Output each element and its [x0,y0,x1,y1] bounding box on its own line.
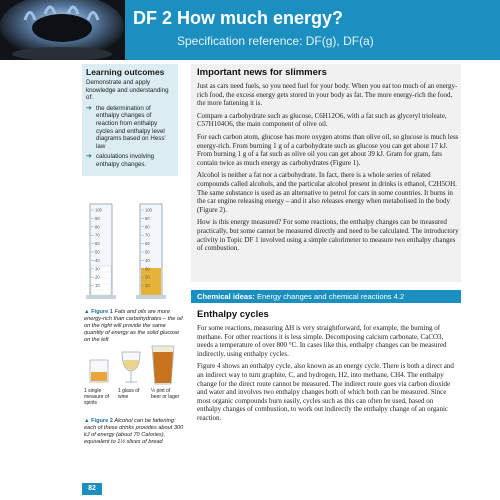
slimmers-paragraph: Compare a carbohydrate such as glucose, C6H12O6, with a fat such as glyceryl trioleate, C57H104O6, the main component of olive oil. [197,111,447,129]
figure-2-drinks [82,340,182,388]
figure-1-cylinders [82,200,182,305]
beer-glass [152,346,174,384]
figure-marker-icon: ▲ [84,309,90,315]
learning-outcomes-heading: Learning outcomes [86,67,165,77]
drink-label-beer: ½ pint of beer or lager [151,388,180,400]
scale-tick-label: 100 [145,207,152,213]
enthalpy-cycles-section [197,309,459,423]
slimmers-paragraph: Just as cars need fuels, so you need fuel for your body. When you eat too much of an energy-rich food, the excess energy gets stored in your body as fat. The more energy-rich the food, the more fattening it is. [197,82,458,108]
scale-tick-label: 90 [95,215,100,221]
slimmers-paragraph: Alcohol is neither a fat nor a carbohydrate. In fact, there is a whole series of related compounds called alcohols, and the particular alcohol present in drinks is ethanol, C2H5OH. The same substance is used as an alternative to petrol for cars in some countries. It burns in the car engine releasing energy – and it also releases energy when metabolised in the body (Figure 2). [197,171,457,214]
arrow-icon: ➔ [86,153,92,161]
glucose-cylinder [86,204,116,299]
enthalpy-cycles-heading: Enthalpy cycles [197,309,269,320]
slimmers-section [197,67,459,253]
page-number: 82 [82,483,102,495]
scale-tick-label: 30 [95,266,100,272]
scale-tick-label: 90 [145,215,150,221]
learning-outcome-text: the determination of enthalpy changes of reaction from enthalpy cycles and enthalpy level diagrams based on Hess' law [96,104,166,150]
banner-text: Energy changes and chemical reactions 4.2 [254,292,405,301]
figure-2-caption-text: Alcohol can be fattening: each of these drinks provides about 300 kJ of energy (about 70 Calories), equivalent to 1½ slices of bread [84,418,184,445]
scale-tick-label: 20 [145,274,150,280]
scale-tick-label: 80 [145,224,150,230]
scale-tick-label: 80 [95,224,100,230]
figure-2-label: Figure 2 [91,418,113,424]
scale-tick-label: 60 [95,241,100,247]
olive-oil-cylinder [136,204,166,299]
figure-1-caption-text: Fats and oils are more energy-rich than carbohydrates – the oil on the right will provide the same quantity of energy as the solid glucose on the left [84,309,183,343]
cycles-paragraph: Figure 4 shows an enthalpy cycle, also known as an energy cycle. There is both a direct and an indirect way to turn graphite, C, and hydrogen, H2, into methane, CH4. The enthalpy change for the direct route cannot be measured. The indirect route goes via carbon dioxide and water and involves two enthalpy changes both of which both can be measured. Since most organic compounds burn easily, cycles such as this can often be used, based on enthalpy changes of combustion, to work out indirectly the enthalpy change of an organic reaction. [197,362,454,422]
arrow-icon: ➔ [86,104,92,112]
scale-tick-label: 20 [95,274,100,280]
scale-tick-label: 50 [95,249,100,255]
scale-tick-label: 60 [145,241,150,247]
scale-tick-label: 40 [95,257,100,263]
header-band [0,0,500,60]
slimmers-paragraph: For each carbon atom, glucose has more oxygen atoms than olive oil, so glucose is much less energy-rich. From burning 1 g of a carbohydrate such as glucose you can get about 17 kJ. From burning 1 g of a fat such as olive oil you can get about 39 kJ. Gram for gram, fats contain twice as much energy as carbohydrates (Figure 1). [197,132,459,167]
slimmers-heading: Important news for slimmers [197,67,327,78]
learning-outcomes-box [82,64,178,176]
scale-tick-label: 50 [145,249,150,255]
chemical-ideas-banner [191,290,461,303]
scale-tick-label: 70 [95,232,100,238]
slimmers-paragraph: How is this energy measured? For some reactions, the enthalpy changes can be measured practically, but some cannot be measured directly and need to be calculated. The introductory activity in Topic DF 1 involved using a simple calorimeter to measure two enthalpy changes of combustion. [197,218,459,253]
gas-flame-image [0,0,125,60]
scale-tick-label: 40 [145,257,150,263]
scale-tick-label: 10 [145,283,150,289]
drink-label-spirits: 1 single measure of spirits [84,388,110,406]
banner-label: Chemical ideas: [197,292,255,301]
learning-outcome-item [86,153,174,168]
scale-tick-label: 70 [145,232,150,238]
figure-1-caption [84,309,184,344]
figure-marker-icon: ▲ [84,418,90,424]
scale-tick-label: 30 [145,266,150,272]
cycles-paragraph: For some reactions, measuring ΔH is very straightforward, for example, the burning of methane. For other reactions it is less simple. Decomposing calcium carbonate, CaCO3, needs a temperature of over 800 °C. In cases like this, enthalpy changes can be measured indirectly, using enthalpy cycles. [197,324,447,358]
spirits-glass [90,360,108,382]
figure-2-caption [84,418,188,446]
drink-label-wine: 1 glass of wine [118,388,140,400]
scale-tick-label: 100 [95,207,102,213]
learning-outcome-item [86,105,174,151]
learning-outcome-text: calculations involving enthalpy changes. [96,153,155,168]
scale-tick-label: 10 [95,283,100,289]
specification-reference: Specification reference: DF(g), DF(a) [177,34,374,48]
learning-outcomes-intro: Demonstrate and apply knowledge and understanding of: [86,79,169,102]
page-title: DF 2 How much energy? [133,8,344,28]
figure-1-label: Figure 1 [91,309,113,315]
wine-glass [122,352,140,382]
